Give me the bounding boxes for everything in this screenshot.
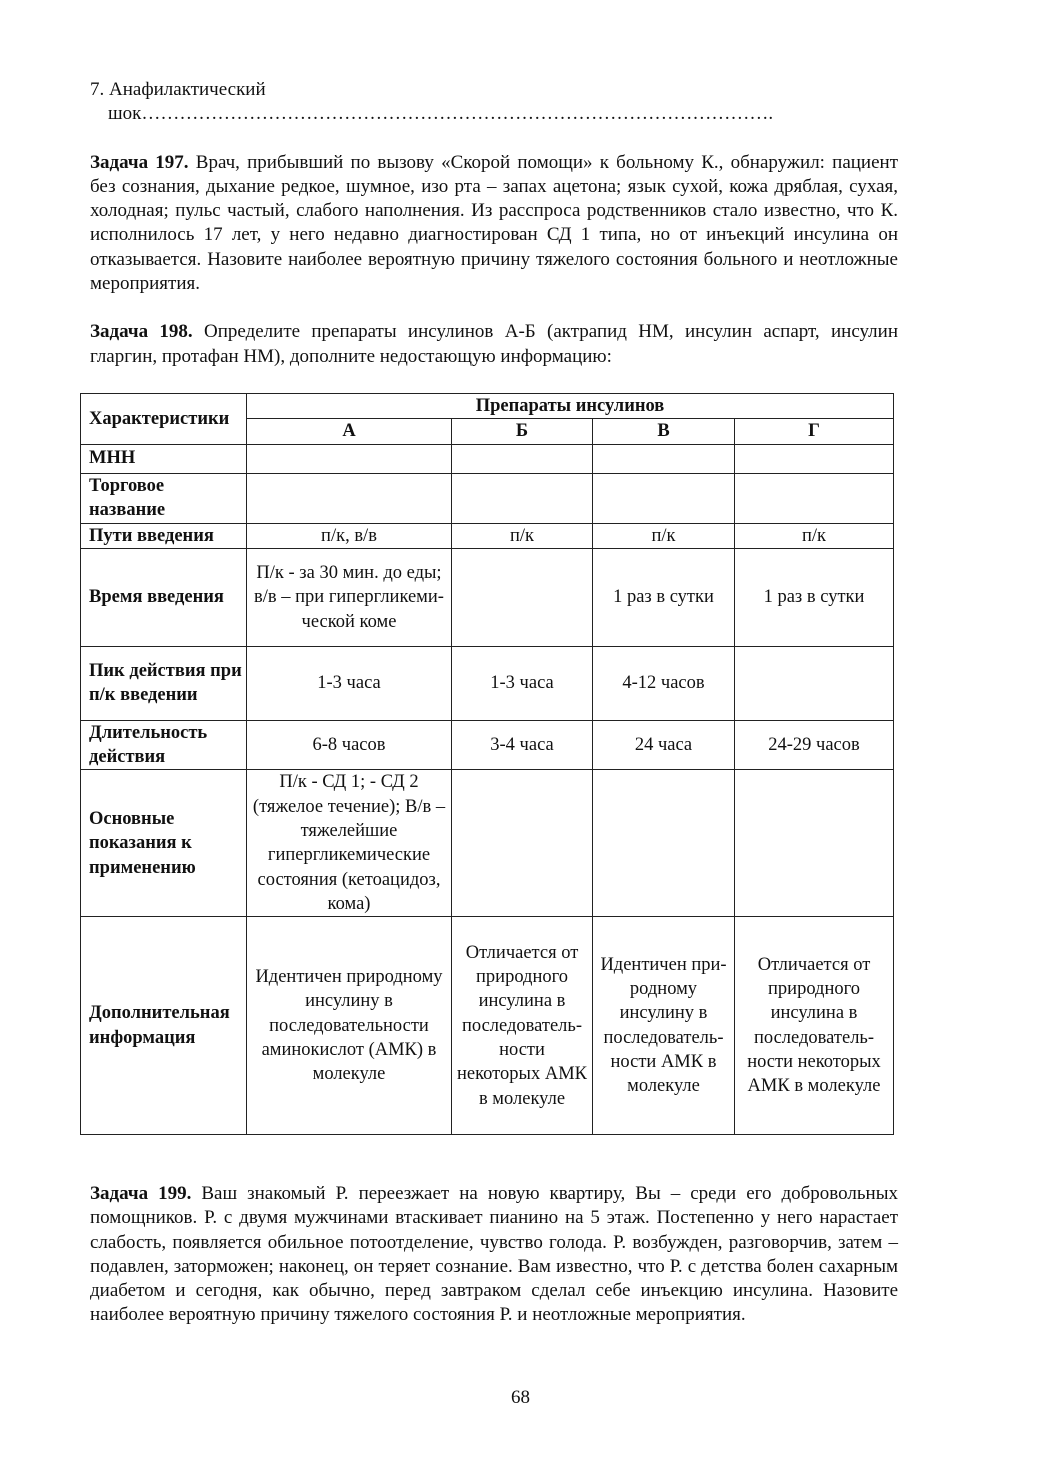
table-cell: П/к - СД 1; - СД 2 (тяжелое течение); В/в – тяжелейшие гипергликемические состояния (кетоацидоз, кома)	[247, 770, 452, 917]
table-row	[81, 523, 894, 548]
task-197	[90, 151, 898, 297]
table-cell: 24 часа	[593, 720, 735, 770]
table-cell: п/к	[593, 523, 735, 548]
column-header-a: А	[247, 419, 452, 444]
row-label-additional-info: Дополнительная информация	[81, 917, 247, 1135]
table-cell: п/к	[735, 523, 894, 548]
insulin-table	[80, 393, 894, 1135]
task-199-label: Задача 199.	[90, 1183, 192, 1204]
table-cell: Идентичен природному инсулину в последовательности аминокислот (АМК) в молекуле	[247, 917, 452, 1135]
table-row	[81, 720, 894, 770]
table-cell: 6-8 часов	[247, 720, 452, 770]
row-label-admin-time: Время введения	[81, 548, 247, 646]
table-cell: Идентичен при-родному инсулину в последователь-ности АМК в молекуле	[593, 917, 735, 1135]
table-cell	[735, 646, 894, 720]
row-label-peak: Пик действия при п/к введении	[81, 646, 247, 720]
table-cell	[735, 473, 894, 523]
table-cell	[452, 548, 593, 646]
shock-item-line1: 7. Анафилактический	[90, 79, 266, 100]
page-body	[90, 78, 898, 369]
table-cell	[593, 444, 735, 473]
task-198-label: Задача 198.	[90, 321, 193, 343]
task-199-text: Ваш знакомый Р. переезжает на новую квартиру, Вы – среди его добровольных помощников. Р. с двумя мужчинами втаскивает пианино на 5 этаж. Постепенно у него нарастает слабость, появляется обильное потоотделение, чувство голода. Р. возбужден, разговорчив, затем – подавлен, заторможен; наконец, он теряет сознание. Вам известно, что Р. с детства болен сахарным диабетом и сегодня, как обычно, перед завтраком сделал себе инъекцию инсулина. Назовите наиболее вероятную причину тяжелого состояния Р. и неотложные мероприятия.	[90, 1183, 898, 1326]
row-label-trade-name: Торговое название	[81, 473, 247, 523]
table-row	[81, 770, 894, 917]
table-cell	[593, 770, 735, 917]
table-cell: 4-12 часов	[593, 646, 735, 720]
column-header-g: Г	[735, 419, 894, 444]
table-cell: п/к, в/в	[247, 523, 452, 548]
table-cell: Отличается от природного инсулина в последователь-ности некоторых АМК в молекуле	[452, 917, 593, 1135]
table-cell	[593, 473, 735, 523]
table-cell: 1 раз в сутки	[735, 548, 894, 646]
task-199	[90, 1182, 898, 1328]
table-row	[81, 646, 894, 720]
row-label-mnn: МНН	[81, 444, 247, 473]
task-198	[90, 320, 898, 369]
table-cell: 3-4 часа	[452, 720, 593, 770]
table-cell: Отличается от природного инсулина в последователь-ности некоторых АМК в молекуле	[735, 917, 894, 1135]
task-197-text: Врач, прибывший по вызову «Скорой помощи» к больному К., обнаружил: пациент без сознания, дыхание редкое, шумное, изо рта – запах ацетона; язык сухой, кожа дряблая, сухая, холодная; пульс частый, слабого наполнения. Из расспроса родственников стало известно, что К. исполнилось 17 лет, у него недавно диагностирован СД 1 типа, но от инъекций инсулина он отказывается. Назовите наиболее вероятную причину тяжелого состояния больного и неотложные мероприятия.	[90, 151, 898, 295]
table-cell: П/к - за 30 мин. до еды; в/в – при гипергликеми-ческой коме	[247, 548, 452, 646]
row-label-duration: Длительность действия	[81, 720, 247, 770]
table-corner-header: Характеристики	[81, 394, 247, 445]
table-row	[81, 917, 894, 1135]
task-197-label: Задача 197.	[90, 151, 189, 173]
row-label-indications: Основные показания к применению	[81, 770, 247, 917]
table-cell	[735, 770, 894, 917]
table-cell: 1-3 часа	[452, 646, 593, 720]
shock-item-line2: шок……………………………………………………………………………………….	[108, 103, 774, 125]
table-cell	[247, 444, 452, 473]
table-cell	[735, 444, 894, 473]
table-cell	[452, 444, 593, 473]
table-row	[81, 548, 894, 646]
table-cell: 1 раз в сутки	[593, 548, 735, 646]
table-row	[81, 473, 894, 523]
table-cell: п/к	[452, 523, 593, 548]
table-cell	[452, 770, 593, 917]
table-group-header: Препараты инсулинов	[247, 394, 894, 419]
table-cell	[247, 473, 452, 523]
table-cell: 1-3 часа	[247, 646, 452, 720]
task-198-text: Определите препараты инсулинов А-Б (актрапид НМ, инсулин аспарт, инсулин гларгин, протафан НМ), дополните недостающую информацию:	[90, 321, 898, 367]
table-cell	[452, 473, 593, 523]
table-row	[81, 444, 894, 473]
page-number: 68	[511, 1387, 530, 1408]
column-header-v: В	[593, 419, 735, 444]
row-label-route: Пути введения	[81, 523, 247, 548]
column-header-b: Б	[452, 419, 593, 444]
table-cell: 24-29 часов	[735, 720, 894, 770]
